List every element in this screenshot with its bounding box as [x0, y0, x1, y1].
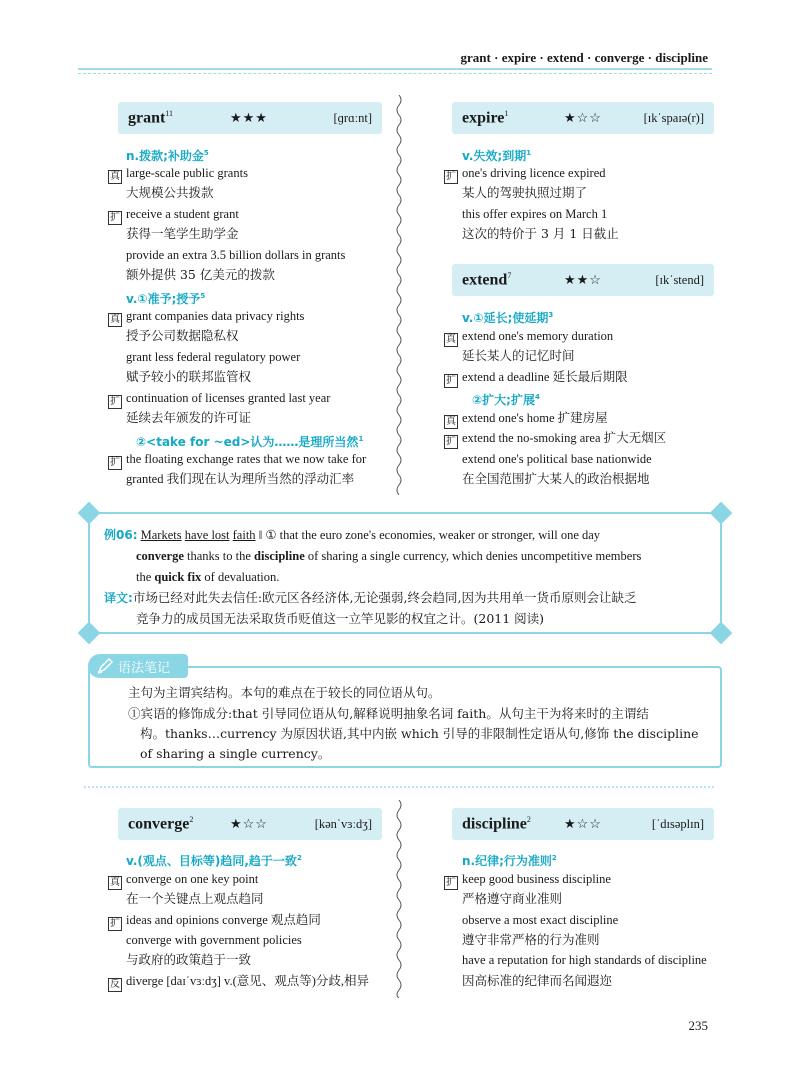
- pos-heading: v.失效;到期$^1$: [462, 149, 532, 163]
- star-rating: ★★★: [230, 110, 268, 125]
- tag-icon: 真: [446, 416, 456, 427]
- translation-line: 这次的特价于 3 月 1 日截止: [462, 226, 619, 241]
- grammar-notes-tab: 语法笔记: [88, 654, 188, 678]
- phonetic: [ˈdɪsəplɪn]: [651, 816, 704, 831]
- translation-line-1: 译文:市场已经对此失去信任:欧元区各经济体,无论强弱,终会趋同,因为共用单一货币原则会让缺乏: [104, 590, 637, 605]
- headword-box-discipline: [452, 808, 714, 840]
- example-line: 扩 receive a student grant: [110, 207, 239, 223]
- tag-icon: 真: [446, 334, 456, 345]
- example-line: 扩 continuation of licenses granted last year: [110, 391, 331, 407]
- example-sentence-line-3: the quick fix of devaluation.: [136, 570, 280, 584]
- corner-ornament-icon: [78, 622, 101, 645]
- tag-icon: 反: [110, 979, 120, 990]
- tag-icon: 扩: [446, 171, 456, 182]
- translation-line-2: 竞争力的成员国无法采取货币贬值这一立竿见影的权宜之计。(2011 阅读): [136, 611, 545, 626]
- phonetic: [kənˈvɜːdʒ]: [314, 816, 372, 831]
- star-rating: ★☆☆: [230, 816, 268, 831]
- tag-icon: 扩: [446, 436, 456, 447]
- example-line: 扩 one's driving licence expired: [446, 166, 606, 182]
- phonetic: [ɪkˈspaɪə(r)]: [643, 110, 704, 125]
- example-line: 扩 ideas and opinions converge 观点趋同: [110, 913, 321, 929]
- headword-box-expire: [452, 102, 714, 134]
- headword: grant$^{11}$: [128, 108, 174, 127]
- pos-heading: v.①准予;授予$^5$: [126, 292, 206, 306]
- translation-line: 因高标准的纪律而名闻遐迩: [462, 973, 613, 988]
- example-line: 真 large-scale public grants: [110, 166, 248, 182]
- example-line: 扩 keep good business discipline: [446, 872, 611, 888]
- running-header: grant · expire · extend · converge · discipline: [460, 50, 708, 65]
- example-line: extend one's political base nationwide: [462, 452, 652, 466]
- header-rule: [78, 68, 712, 74]
- example-line: 扩 extend the no-smoking area 扩大无烟区: [446, 431, 667, 447]
- tag-icon: 扩: [110, 396, 120, 407]
- example-line: 真 grant companies data privacy rights: [110, 309, 305, 325]
- example-line: provide an extra 3.5 billion dollars in grants: [126, 248, 346, 262]
- star-rating: ★☆☆: [564, 110, 602, 125]
- tag-icon: 扩: [446, 877, 456, 888]
- pos-heading: v.(观点、目标等)趋同,趋于一致$^2$: [126, 854, 302, 868]
- translation-line: 某人的驾驶执照过期了: [462, 185, 588, 200]
- translation-line: 大规模公共拨款: [126, 185, 214, 200]
- grammar-line: of sharing a single currency。: [140, 746, 331, 761]
- example-line: observe a most exact discipline: [462, 913, 619, 927]
- example-line: 反 diverge [daɪˈvɜːdʒ] v.(意见、观点等)分歧,相异: [110, 974, 370, 990]
- grammar-line: 主句为主谓宾结构。本句的难点在于较长的同位语从句。: [128, 685, 441, 700]
- corner-ornament-icon: [710, 502, 733, 525]
- translation-line: 额外提供 35 亿美元的拨款: [126, 267, 275, 282]
- headword-box-extend: [452, 264, 714, 296]
- translation-line: 延续去年颁发的许可证: [126, 410, 252, 425]
- headword: converge$^2$: [128, 814, 194, 833]
- pos-heading: v.①延长;使延期$^3$: [462, 311, 554, 325]
- phonetic: [ɡrɑːnt]: [333, 110, 372, 125]
- corner-ornament-icon: [78, 502, 101, 525]
- pos-heading: ②扩大;扩展$^4$: [472, 393, 540, 407]
- headword: extend$^7$: [462, 270, 512, 289]
- pos-heading: n.纪律;行为准则$^2$: [462, 854, 557, 868]
- corner-ornament-icon: [710, 622, 733, 645]
- translation-line: 获得一笔学生助学金: [126, 226, 239, 241]
- pos-heading: ②<take for ~ed>认为……是理所当然$^1$: [136, 435, 364, 449]
- translation-line: 严格遵守商业准则: [462, 891, 563, 906]
- example-line: 真 extend one's memory duration: [446, 329, 614, 345]
- tag-icon: 扩: [110, 918, 120, 929]
- example-line: granted 我们现在认为理所当然的浮动汇率: [126, 472, 355, 486]
- example-line: converge with government policies: [126, 933, 302, 947]
- tag-icon: 扩: [110, 212, 120, 223]
- headword: expire$^1$: [462, 108, 509, 127]
- example-line: this offer expires on March 1: [462, 207, 608, 221]
- star-rating: ★☆☆: [564, 816, 602, 831]
- example-line: have a reputation for high standards of discipline: [462, 953, 707, 967]
- translation-line: 赋予较小的联邦监管权: [126, 369, 252, 384]
- headword-box-converge: [118, 808, 382, 840]
- grammar-line: ①宾语的修饰成分:that 引导同位语从句,解释说明抽象名词 faith。从句主干为将来时的主谓结: [128, 706, 649, 721]
- translation-line: 遵守非常严格的行为准则: [462, 932, 600, 947]
- section-divider: [84, 786, 714, 788]
- example-sentence-line-2: converge thanks to the discipline of sharing a single currency, which denies uncompetitive members: [136, 549, 642, 563]
- example-line: grant less federal regulatory power: [126, 350, 301, 364]
- star-rating: ★★☆: [564, 272, 602, 287]
- pos-heading: n.拨款;补助金$^5$: [126, 149, 209, 163]
- tag-icon: 真: [110, 314, 120, 325]
- translation-line: 与政府的政策趋于一致: [126, 952, 252, 967]
- headword: discipline$^2$: [462, 814, 531, 833]
- phonetic: [ɪkˈstend]: [655, 272, 704, 287]
- example-line: 扩 the floating exchange rates that we now take for: [110, 452, 367, 468]
- tag-icon: 扩: [446, 375, 456, 386]
- grammar-line: 构。thanks…currency 为原因状语,其中内嵌 which 引导的非限制性定语从句,修饰 the discipline: [140, 726, 699, 741]
- tag-icon: 扩: [110, 457, 120, 468]
- tag-icon: 真: [110, 171, 120, 182]
- translation-line: 在全国范围扩大某人的政治根据地: [462, 471, 650, 486]
- example-line: 真 extend one's home 扩建房屋: [446, 411, 608, 427]
- column-divider-top: [394, 95, 404, 495]
- translation-line: 在一个关键点上观点趋同: [126, 891, 264, 906]
- example-sentence-line-1: 例06: Markets have lost faith ‖ ① that the euro zone's economies, weaker or stronger, will one day: [104, 528, 601, 542]
- translation-line: 授予公司数据隐私权: [126, 328, 239, 343]
- tag-icon: 真: [110, 877, 120, 888]
- translation-line: 延长某人的记忆时间: [462, 348, 575, 363]
- page-number: 235: [688, 1018, 708, 1033]
- example-line: 真 converge on one key point: [110, 872, 259, 888]
- pen-icon: [96, 657, 114, 675]
- example-line: 扩 extend a deadline 延长最后期限: [446, 370, 628, 386]
- headword-box-grant: [118, 102, 382, 134]
- column-divider-bottom: [394, 800, 404, 998]
